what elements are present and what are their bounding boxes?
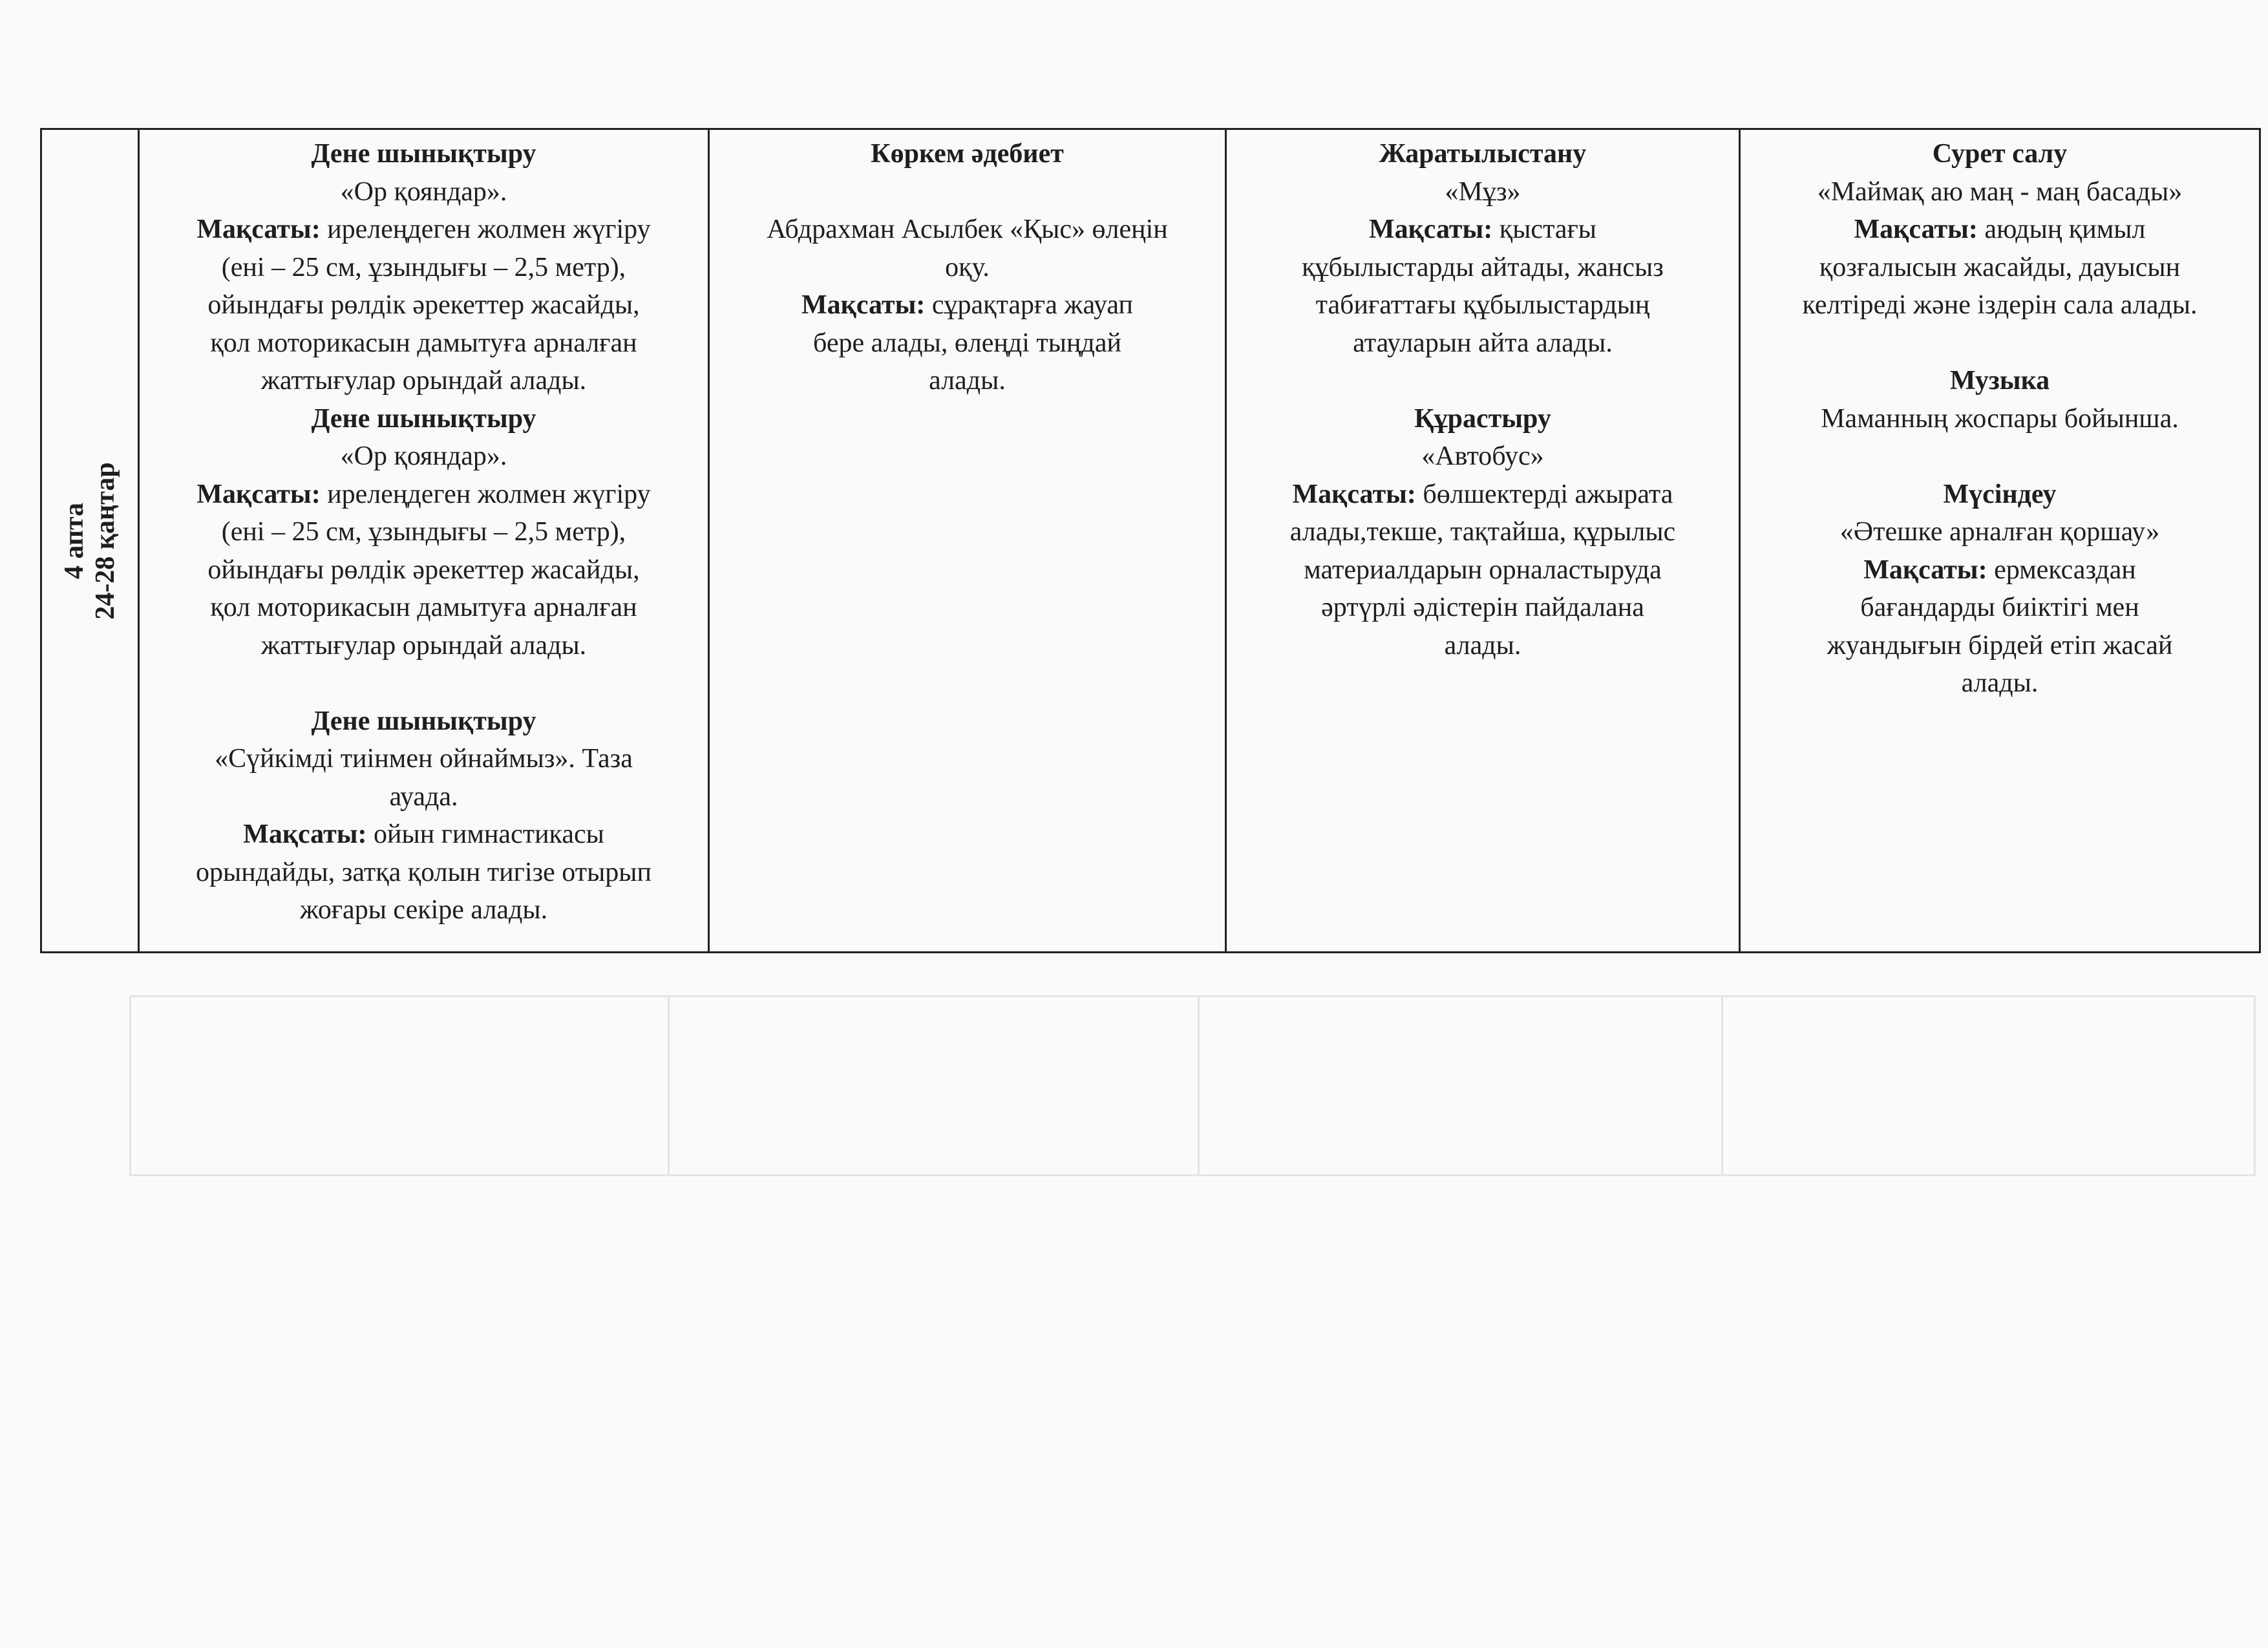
goal-label: Мақсаты:	[801, 290, 926, 320]
goal-label: Мақсаты:	[243, 819, 367, 849]
topic: Абдрахман Асылбек «Қыс» өлеңін	[767, 215, 1168, 244]
goal-line: құбылыстарды айтады, жансыз	[1302, 252, 1664, 282]
goal-line: ойындағы рөлдік әрекеттер жасайды,	[207, 555, 640, 585]
topic: оқу.	[945, 252, 990, 282]
week-label	[59, 462, 121, 619]
column-drawing-music-modelling	[1741, 130, 2259, 951]
goal-line: орындайды, затқа қолын тигізе отырып	[196, 857, 652, 887]
goal-line: бағандарды биіктігі мен	[1860, 593, 2139, 622]
goal-line: жоғары секіре алады.	[299, 895, 548, 925]
goal-line: Мақсаты: ойын гимнастикасы	[243, 819, 604, 849]
goal-line: атауларын айта алады.	[1353, 328, 1613, 358]
goal-label: Мақсаты:	[196, 215, 321, 244]
goal-line: Мақсаты: ермексаздан	[1863, 555, 2136, 585]
goal-line: Мақсаты: ирелеңдеген жолмен жүгіру	[196, 215, 651, 244]
week-dates: 24-28 қаңтар	[90, 461, 120, 620]
subject-title: Сурет салу	[1932, 139, 2068, 169]
subject-title: Жаратылыстану	[1379, 139, 1587, 169]
bleed-through-grid	[129, 995, 2256, 1176]
subject-title: Дене шынықтыру	[311, 706, 536, 736]
goal-label: Мақсаты:	[1292, 479, 1416, 509]
topic: «Маймақ аю маң - маң басады»	[1817, 176, 2183, 207]
goal-line: алады.	[1444, 630, 1521, 660]
goal-line: Мақсаты: сұрақтарға жауап	[801, 290, 1133, 320]
goal-line: жаттығулар орындай алады.	[260, 630, 587, 660]
goal-line: Мақсаты: ирелеңдеген жолмен жүгіру	[196, 479, 651, 509]
week-title: 4 апта	[59, 502, 89, 579]
topic: Маманның жоспары бойынша.	[1821, 403, 2179, 434]
subject-title: Құрастыру	[1414, 403, 1551, 434]
subject-title: Көркем әдебиет	[871, 139, 1064, 169]
goal-line: ойындағы рөлдік әрекеттер жасайды,	[207, 290, 640, 320]
goal-line: қол моторикасын дамытуға арналған	[210, 328, 637, 358]
topic: «Әтешке арналған қоршау»	[1839, 517, 2160, 547]
goal-line: қол моторикасын дамытуға арналған	[210, 593, 637, 622]
goal-label: Мақсаты:	[196, 479, 321, 509]
goal-line: Мақсаты: аюдың қимыл	[1854, 215, 2146, 244]
goal-line: (ені – 25 см, ұзындығы – 2,5 метр),	[221, 517, 626, 547]
goal-label: Мақсаты:	[1863, 555, 1987, 585]
goal-line: материалдарын орналастыруда	[1304, 555, 1662, 585]
topic: ауада.	[389, 781, 458, 812]
subject-title: Дене шынықтыру	[311, 139, 536, 169]
goal-line: (ені – 25 см, ұзындығы – 2,5 метр),	[221, 252, 626, 282]
goal-line: алады.	[929, 366, 1006, 396]
topic: «Ор қояндар».	[340, 176, 507, 207]
topic: «Автобус»	[1421, 441, 1544, 471]
goal-line: жаттығулар орындай алады.	[260, 366, 587, 396]
goal-line: әртүрлі әдістерін пайдалана	[1321, 593, 1644, 622]
topic: «Сүйкімді тиінмен ойнаймыз». Таза	[215, 744, 633, 774]
goal-label: Мақсаты:	[1854, 215, 1978, 244]
column-physical-education	[140, 130, 710, 951]
goal-line: келтіреді және іздерін сала алады.	[1802, 290, 2198, 320]
column-natural-science	[1227, 130, 1741, 951]
goal-label: Мақсаты:	[1368, 215, 1493, 244]
goal-line: алады,текше, тақтайша, құрылыс	[1289, 517, 1676, 547]
weekly-plan-table	[40, 128, 2261, 953]
goal-line: Мақсаты: бөлшектерді ажырата	[1292, 479, 1673, 509]
goal-line: алады.	[1961, 668, 2039, 698]
goal-line: жуандығын бірдей етіп жасай	[1827, 630, 2173, 660]
topic: «Мұз»	[1445, 176, 1521, 207]
subject-title: Мүсіндеу	[1943, 479, 2057, 509]
topic: «Ор қояндар».	[340, 441, 507, 471]
subject-title: Музыка	[1949, 366, 2050, 396]
week-column	[42, 130, 140, 951]
goal-line: Мақсаты: қыстағы	[1368, 215, 1597, 244]
goal-line: бере алады, өлеңді тыңдай	[813, 328, 1121, 358]
goal-line: қозғалысын жасайды, дауысын	[1819, 252, 2181, 282]
subject-title: Дене шынықтыру	[311, 403, 536, 434]
goal-line: табиғаттағы құбылыстардың	[1315, 290, 1650, 320]
column-literature	[710, 130, 1227, 951]
